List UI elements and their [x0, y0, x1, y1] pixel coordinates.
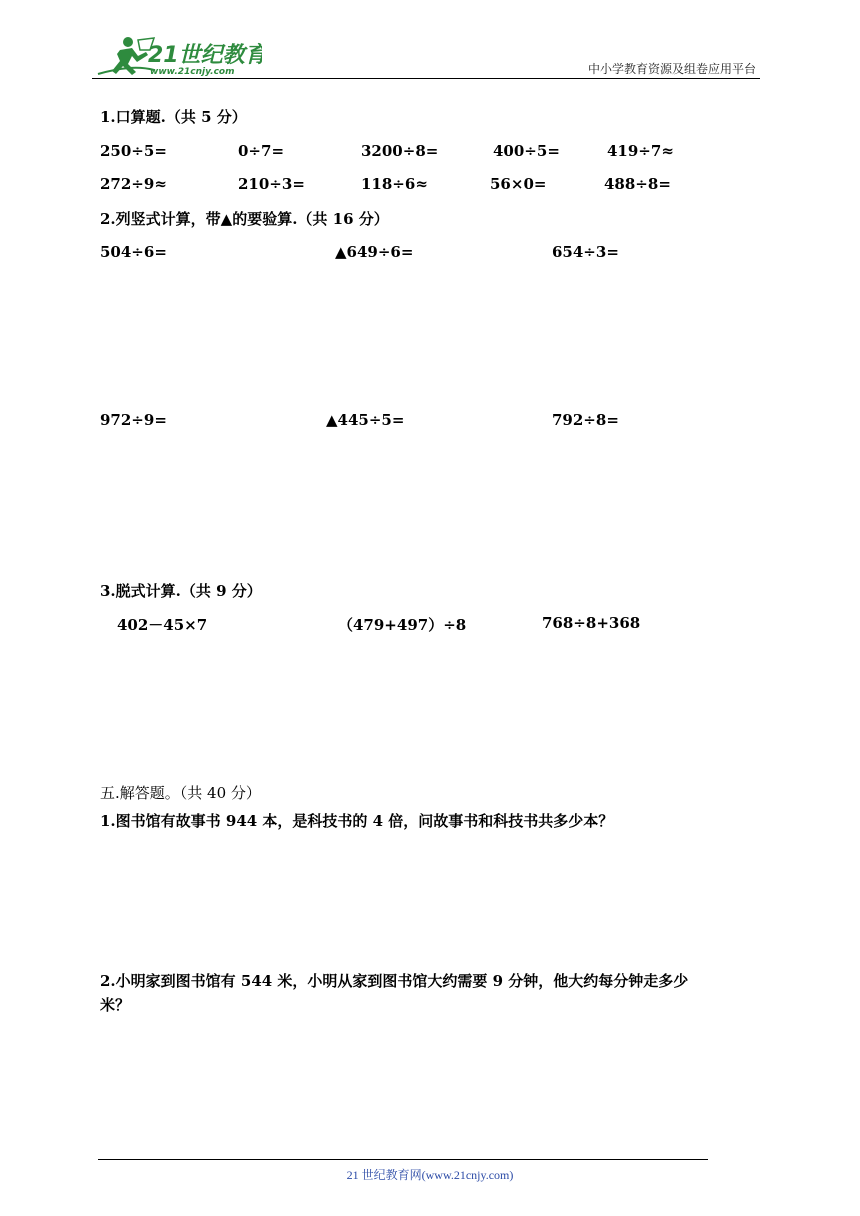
vertical-calc-item: ▲649÷6= — [335, 243, 414, 261]
stepwise-calc-item: （479+497）÷8 — [338, 616, 467, 634]
vertical-calc-item: 792÷8= — [552, 411, 619, 429]
vertical-calc-item: 504÷6= — [100, 243, 167, 261]
header-platform-text: 中小学教育资源及组卷应用平台 — [587, 62, 756, 76]
stepwise-calc-item: 768÷8+368 — [542, 614, 641, 632]
oral-item: 419÷7≈ — [607, 142, 674, 160]
word-problem-1: 1.图书馆有故事书 944 本，是科技书的 4 倍，问故事书和科技书共多少本？ — [100, 812, 614, 830]
runner-logo-icon — [92, 34, 262, 80]
oral-item: 3200÷8= — [361, 142, 439, 160]
footer-divider — [98, 1159, 708, 1160]
vertical-calc-item: 654÷3= — [552, 243, 619, 261]
vertical-calc-item: 972÷9= — [100, 411, 167, 429]
header-divider — [92, 78, 760, 79]
section2-title: 2.列竖式计算，带▲的要验算.（共 16 分） — [100, 210, 389, 228]
section5-title: 五.解答题。（共 40 分） — [100, 784, 261, 802]
oral-item: 118÷6≈ — [361, 175, 428, 193]
footer-link[interactable]: 21 世纪教育网(www.21cnjy.com) — [346, 1168, 514, 1182]
stepwise-calc-item: 402－45×7 — [117, 616, 208, 634]
word-problem-2-line2: 米？ — [100, 996, 131, 1014]
logo-text: 21世纪教育 — [148, 43, 262, 68]
site-logo — [92, 34, 262, 80]
oral-item: 210÷3= — [238, 175, 305, 193]
word-problem-2-line1: 2.小明家到图书馆有 544 米，小明从家到图书馆大约需要 9 分钟，他大约每分钟走多少 — [100, 972, 689, 990]
oral-item: 272÷9≈ — [100, 175, 167, 193]
oral-item: 488÷8= — [604, 175, 671, 193]
oral-item: 250÷5= — [100, 142, 167, 160]
vertical-calc-item: ▲445÷5= — [326, 411, 405, 429]
logo-url: www.21cnjy.com — [150, 67, 235, 77]
oral-item: 0÷7= — [238, 142, 285, 160]
section1-title: 1.口算题.（共 5 分） — [100, 108, 247, 126]
section3-title: 3.脱式计算.（共 9 分） — [100, 582, 262, 600]
oral-item: 400÷5= — [493, 142, 560, 160]
oral-item: 56×0= — [490, 175, 547, 193]
